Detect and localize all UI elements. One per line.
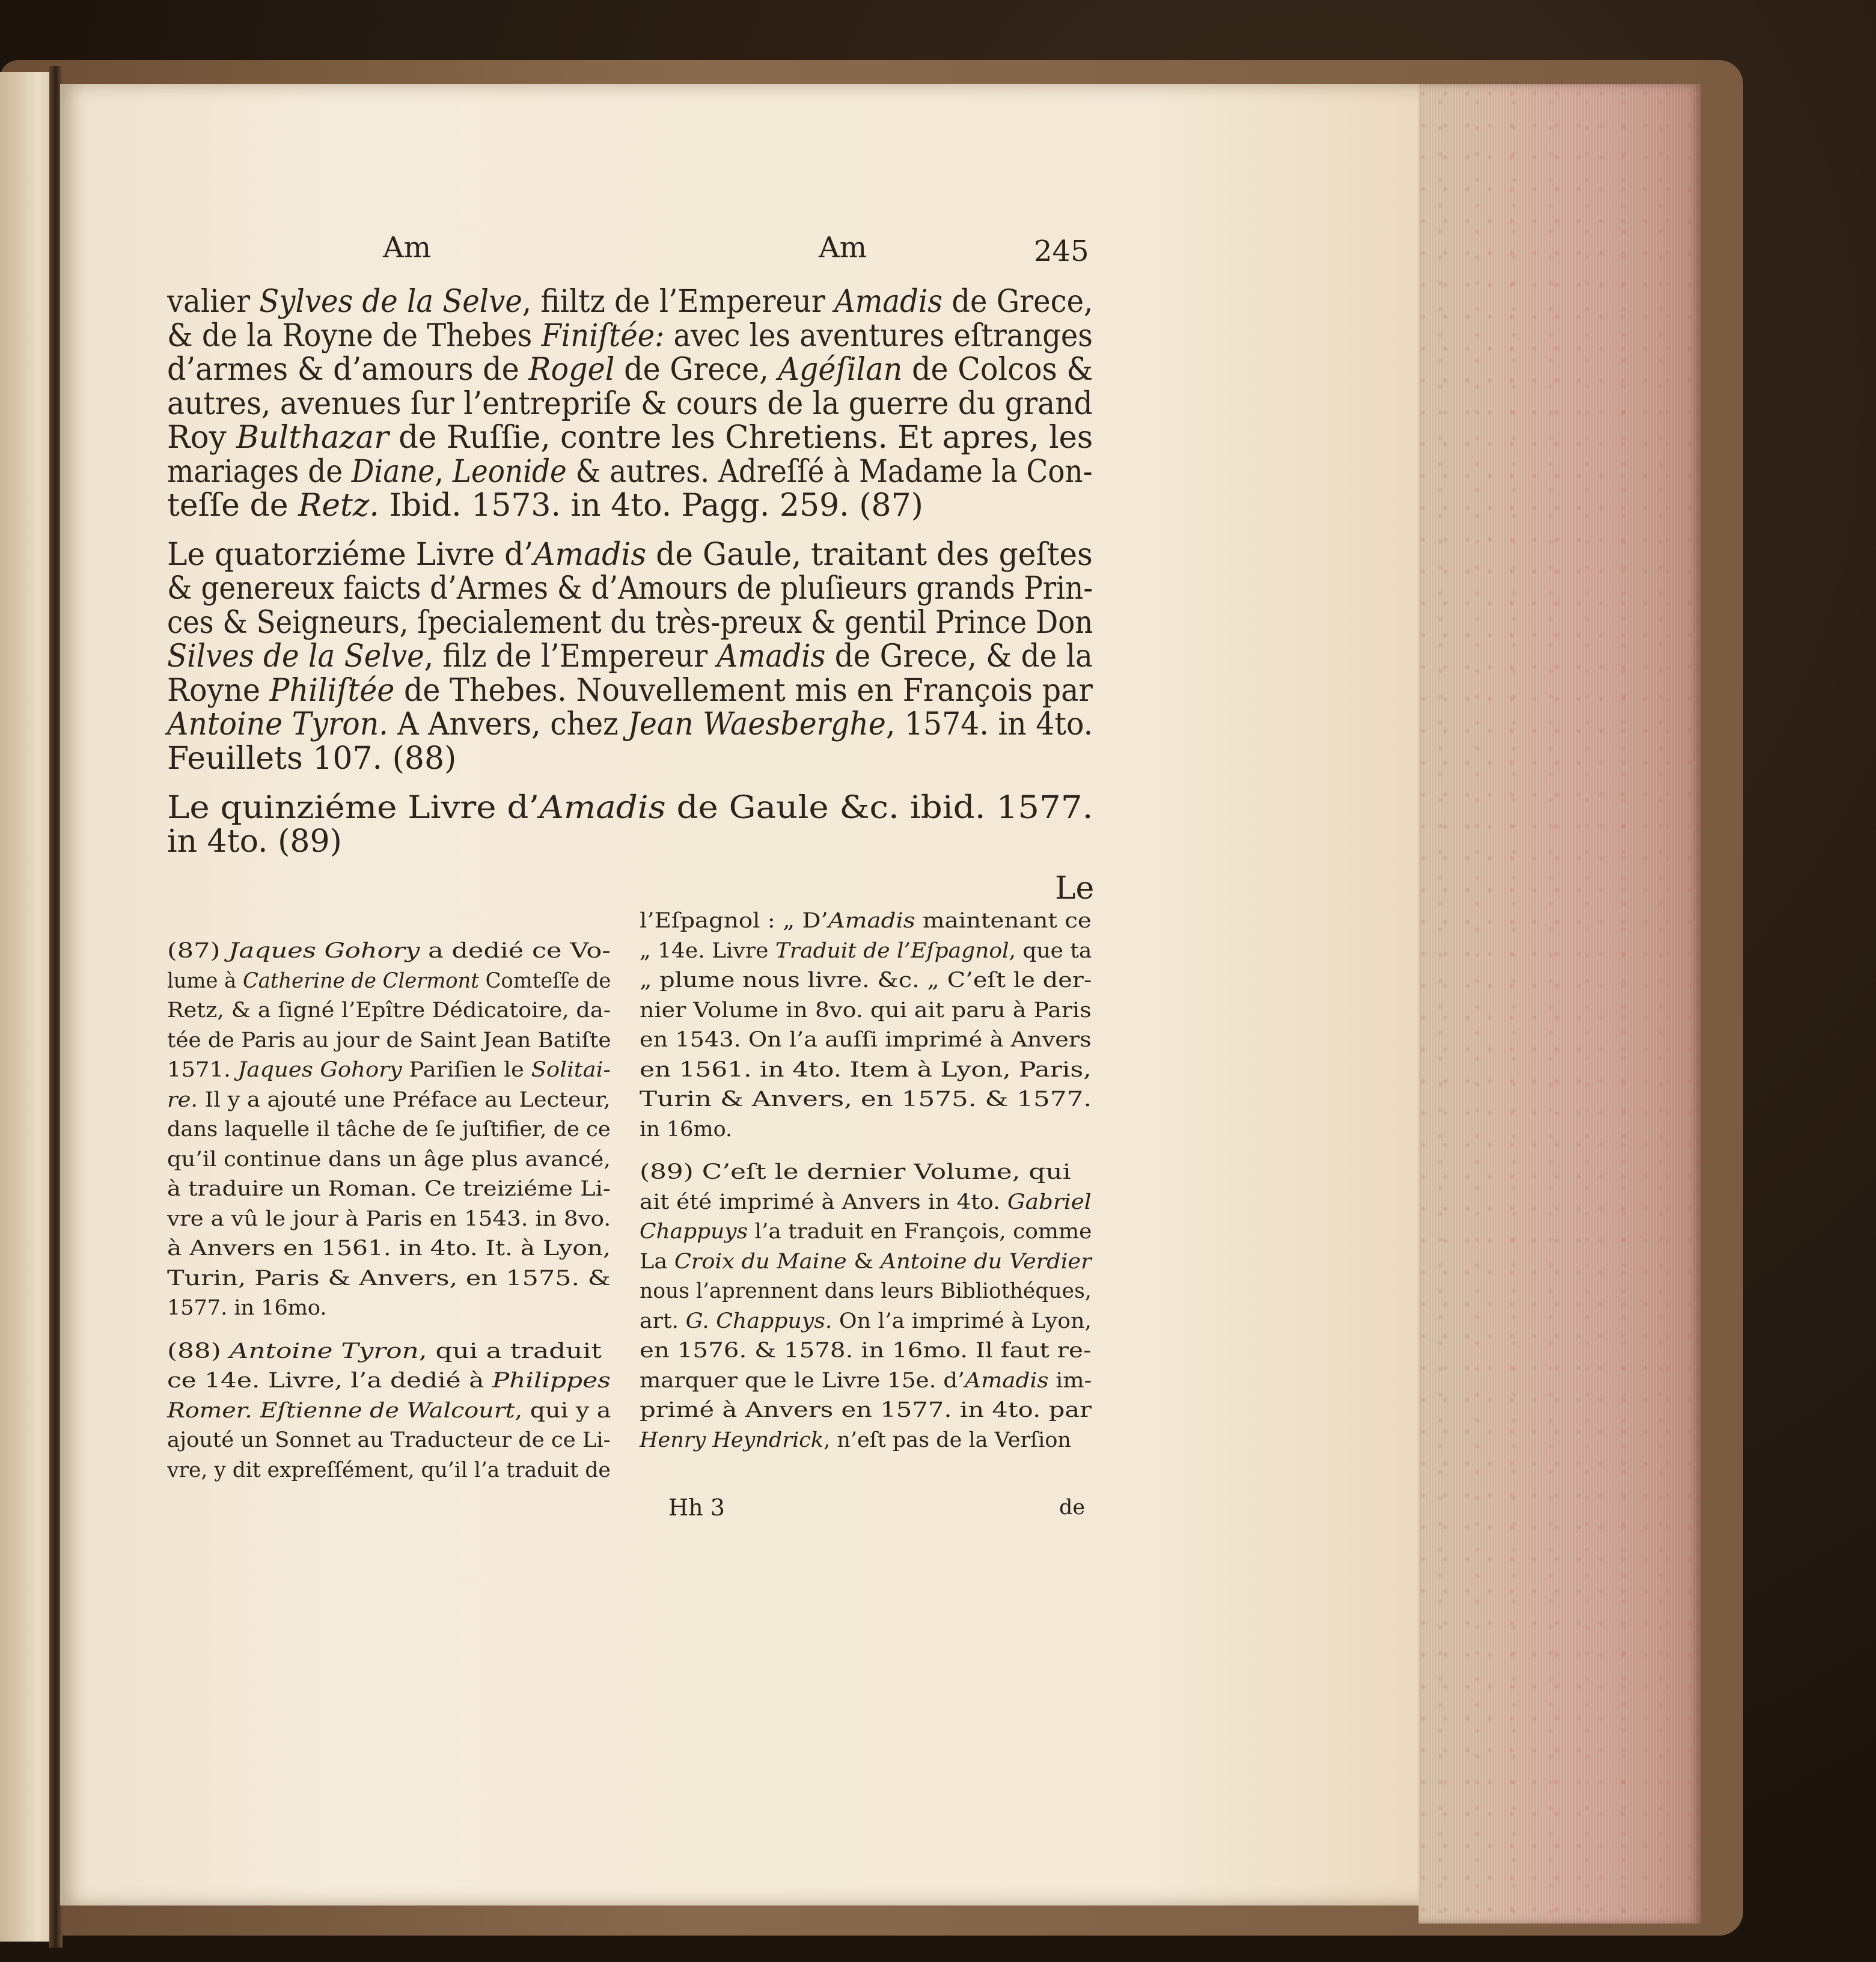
text-line: [640, 966, 1092, 996]
red-speckled-edge: [1419, 84, 1701, 1924]
page-number: 245: [1034, 234, 1089, 268]
text-span: de Thebes. Nouvellement mis en François par: [394, 672, 1093, 709]
text-span: Retz, & a ſigné l’Epître Dédicatoire, da-: [167, 998, 611, 1022]
italic-text: re.: [167, 1087, 198, 1112]
italic-text: Leonide: [452, 453, 567, 490]
text-span: nier Volume in 8vo. qui ait paru à Paris: [640, 998, 1092, 1022]
text-span: autres, avenues ſur l’entrepriſe & cours de la guerre du grand: [167, 385, 1093, 422]
text-span: in 4to. (89): [167, 824, 342, 860]
text-line: [167, 1115, 611, 1145]
text-line: [167, 1426, 611, 1456]
text-line: [640, 1115, 732, 1145]
italic-text: Amadis: [539, 789, 666, 826]
text-span: à Anvers en 1561. in 4to. It. à Lyon,: [167, 1236, 611, 1261]
text-span: d’armes & d’amours de: [167, 352, 529, 388]
italic-text: Silves de la Selve: [167, 638, 424, 675]
text-span: ces & Seigneurs, ſpecialement du très-preux & gentil Prince Don: [167, 604, 1093, 641]
text-span: (88): [167, 1339, 230, 1363]
italic-text: Solitai-: [531, 1058, 611, 1082]
text-span: ce 14e. Livre, l’a dedié à: [167, 1369, 492, 1393]
italic-text: Catherine de Clermont: [242, 968, 479, 993]
text-span: , 1574. in 4to.: [885, 706, 1093, 743]
text-line: [167, 319, 1093, 353]
text-line: [167, 1396, 611, 1426]
italic-text: G. Chappuys.: [685, 1309, 833, 1333]
text-line: [640, 1307, 1092, 1337]
text-span: (87): [167, 939, 229, 963]
text-line: [167, 640, 1093, 673]
italic-text: Jaques Gohory: [228, 939, 420, 963]
text-span: , filz de l’Empereur: [424, 638, 717, 675]
text-span: de Colcos &: [902, 352, 1093, 388]
text-line: [167, 1294, 327, 1324]
text-line: [167, 742, 456, 775]
italic-text: Romer.: [167, 1398, 252, 1423]
text-line: [640, 1085, 1092, 1115]
text-span: marquer que le Livre 15e. d’: [640, 1368, 965, 1393]
text-span: Le quatorziéme Livre d’: [167, 536, 534, 573]
italic-text: Antoine Tyron.: [167, 706, 388, 743]
text-line: [640, 1188, 1092, 1218]
italic-text: Henry Heyndrick: [640, 1428, 824, 1452]
text-line: [167, 1234, 611, 1264]
italic-text: Sylves de la Selve: [259, 284, 522, 320]
text-span: art.: [640, 1309, 686, 1333]
text-line: [640, 1396, 1092, 1426]
text-line: [167, 353, 1093, 387]
text-line: [167, 967, 611, 997]
text-span: , qui a traduit: [418, 1339, 602, 1363]
text-span: Pariſien le: [402, 1058, 531, 1082]
text-line: [167, 572, 1093, 605]
text-span: in 16mo.: [640, 1117, 733, 1141]
text-span: maintenant ce: [915, 909, 1092, 933]
text-span: , n’eſt pas de la Verſion: [823, 1428, 1071, 1452]
italic-text: Chappuys: [640, 1220, 748, 1244]
text-span: , qui y a: [515, 1398, 611, 1423]
text-line: [167, 937, 611, 967]
text-span: dans laquelle il tâche de ſe juſtifier, de ce: [167, 1117, 611, 1141]
text-span: & genereux faicts d’Armes & d’Amours de pluſieurs grands Prin-: [167, 570, 1093, 607]
italic-text: Philippes: [492, 1369, 611, 1393]
text-span: l’Eſpagnol : „ D’: [640, 909, 828, 933]
text-line: [167, 606, 1093, 640]
italic-text: Rogel: [528, 352, 615, 388]
italic-text: Bulthazar: [236, 420, 389, 456]
footer-catchword: de: [1059, 1496, 1086, 1520]
text-span: (89) C’eſt le dernier Volume, qui: [640, 1160, 1071, 1185]
italic-text: Amadis: [828, 909, 915, 933]
text-span: a dedié ce Vo-: [420, 939, 611, 963]
text-span: vre, y dit expreſſément, qu’il l’a traduit de: [167, 1458, 611, 1482]
text-span: en 1561. in 4to. Item à Lyon, Paris,: [640, 1057, 1092, 1082]
text-span: & de la Royne de Thebes: [167, 317, 542, 354]
italic-text: Eſtienne de Walcourt: [260, 1398, 515, 1423]
text-span: ,: [435, 453, 453, 490]
text-span: Le quinziéme Livre d’: [167, 789, 540, 826]
text-span: , que ta: [1009, 938, 1092, 963]
text-line: [167, 1456, 611, 1486]
text-span: Feuillets 107. (88): [167, 740, 457, 777]
text-line: [167, 1145, 611, 1175]
text-span: de Gaule &c. ibid. 1577.: [665, 789, 1093, 826]
text-line: [167, 1205, 611, 1235]
text-line: [167, 1264, 611, 1294]
text-span: teſſe de: [167, 487, 299, 524]
text-line: [640, 1056, 1092, 1086]
text-span: ait été imprimé à Anvers in 4to.: [640, 1190, 1007, 1214]
italic-text: Gabriel: [1007, 1190, 1092, 1214]
text-line: [167, 791, 1093, 825]
text-span: , fiiltz de l’Empereur: [522, 284, 835, 320]
main-catchword: Le: [1055, 870, 1095, 906]
text-line: [640, 1336, 1092, 1366]
italic-text: Amadis: [834, 284, 943, 320]
italic-text: Amadis: [965, 1368, 1049, 1393]
italic-text: Antoine du Verdier: [880, 1249, 1092, 1274]
text-span: avec les aventures eſtranges: [664, 317, 1093, 354]
text-span: 1571.: [167, 1058, 238, 1082]
text-line: [167, 455, 1093, 489]
text-line: [640, 1217, 1092, 1247]
text-span: 1577. in 16mo.: [167, 1296, 327, 1320]
text-line: [640, 996, 1092, 1026]
text-span: de Gaule, traitant des geſtes: [646, 536, 1093, 573]
text-line: [167, 707, 1093, 741]
text-span: Ibid. 1573. in 4to. Pagg. 259. (87): [379, 487, 923, 524]
text-span: vre a vû le jour à Paris en 1543. in 8vo.: [167, 1206, 611, 1231]
text-line: [167, 825, 342, 858]
text-span: de Grece, & de la: [825, 638, 1093, 675]
text-line: [167, 996, 611, 1026]
italic-text: Antoine Tyron: [229, 1339, 419, 1363]
text-line: [167, 1026, 611, 1056]
text-span: l’a traduit en François, comme: [748, 1220, 1092, 1244]
text-span: On l’a imprimé à Lyon,: [832, 1309, 1092, 1333]
running-head-center: Am: [819, 231, 867, 264]
text-span: [252, 1399, 260, 1423]
italic-text: Retz.: [298, 487, 379, 524]
italic-text: Jaques Gohory: [237, 1058, 402, 1082]
text-span: Turin, Paris & Anvers, en 1575. &: [167, 1266, 611, 1291]
text-line: [640, 937, 1092, 967]
text-span: & autres. Adreſſé à Madame la Con-: [566, 453, 1093, 490]
text-line: [167, 538, 1093, 572]
text-span: de Grece,: [614, 352, 778, 388]
text-span: La: [640, 1249, 674, 1274]
text-line: [167, 674, 1093, 707]
text-line: [167, 1056, 611, 1086]
italic-text: Agéſilan: [778, 352, 903, 388]
text-span: Roy: [167, 420, 236, 456]
text-span: valier: [167, 284, 260, 320]
text-span: &: [846, 1249, 881, 1274]
text-span: tée de Paris au jour de Saint Jean Batiſte: [167, 1028, 611, 1053]
text-line: [640, 1366, 1092, 1396]
text-span: à traduire un Roman. Ce treiziéme Li-: [167, 1177, 611, 1201]
text-line: [640, 1247, 1092, 1277]
left-page-edge: [0, 72, 55, 1942]
text-line: [167, 285, 1093, 319]
italic-text: Finiſtée:: [541, 317, 665, 354]
text-span: A Anvers, chez: [388, 706, 628, 743]
signature-mark: Hh 3: [668, 1494, 725, 1521]
text-line: [167, 421, 1093, 454]
text-span: primé à Anvers en 1577. in 4to. par: [640, 1398, 1092, 1423]
text-span: Turin & Anvers, en 1575. & 1577.: [640, 1087, 1092, 1111]
text-span: Royne: [167, 672, 270, 709]
text-span: im-: [1048, 1368, 1092, 1393]
italic-text: Jean Waesberghe: [628, 706, 886, 743]
text-line: [167, 1175, 611, 1205]
italic-text: Amadis: [716, 638, 826, 675]
text-line: [640, 1277, 1092, 1307]
text-span: Comteſſe de: [478, 968, 611, 993]
text-span: „ plume nous livre. &c. „ C’eſt le der-: [640, 968, 1092, 992]
text-span: „ 14e. Livre: [640, 938, 775, 963]
italic-text: Philiſtée: [269, 672, 395, 709]
italic-text: Amadis: [533, 536, 647, 573]
text-span: Il y a ajouté une Préface au Lecteur,: [197, 1087, 611, 1112]
italic-text: Traduit de l’Eſpagnol: [775, 938, 1009, 963]
italic-text: Diane: [351, 453, 435, 490]
text-line: [167, 489, 923, 522]
text-line: [167, 1366, 611, 1396]
text-span: ajouté un Sonnet au Traducteur de ce Li-: [167, 1428, 611, 1453]
text-span: mariages de: [167, 453, 352, 490]
text-line: [640, 1426, 1071, 1456]
text-line: [167, 1337, 602, 1367]
text-line: [167, 387, 1093, 421]
text-span: en 1543. On l’a auſſi imprimé à Anvers: [640, 1028, 1092, 1052]
italic-text: Croix du Maine: [674, 1249, 847, 1274]
running-head-left: Am: [383, 231, 432, 264]
text-line: [640, 906, 1092, 937]
text-span: de Grece,: [942, 284, 1093, 320]
text-line: [167, 1086, 611, 1116]
text-span: lume à: [167, 968, 243, 993]
text-line: [640, 1158, 1071, 1188]
text-span: qu’il continue dans un âge plus avancé,: [167, 1147, 611, 1172]
text-span: en 1576. & 1578. in 16mo. Il faut re-: [640, 1339, 1092, 1363]
text-span: de Ruſſie, contre les Chretiens. Et apres, les: [388, 420, 1093, 456]
text-line: [640, 1025, 1092, 1056]
text-span: nous l’aprennent dans leurs Bibliothéques,: [640, 1279, 1092, 1304]
